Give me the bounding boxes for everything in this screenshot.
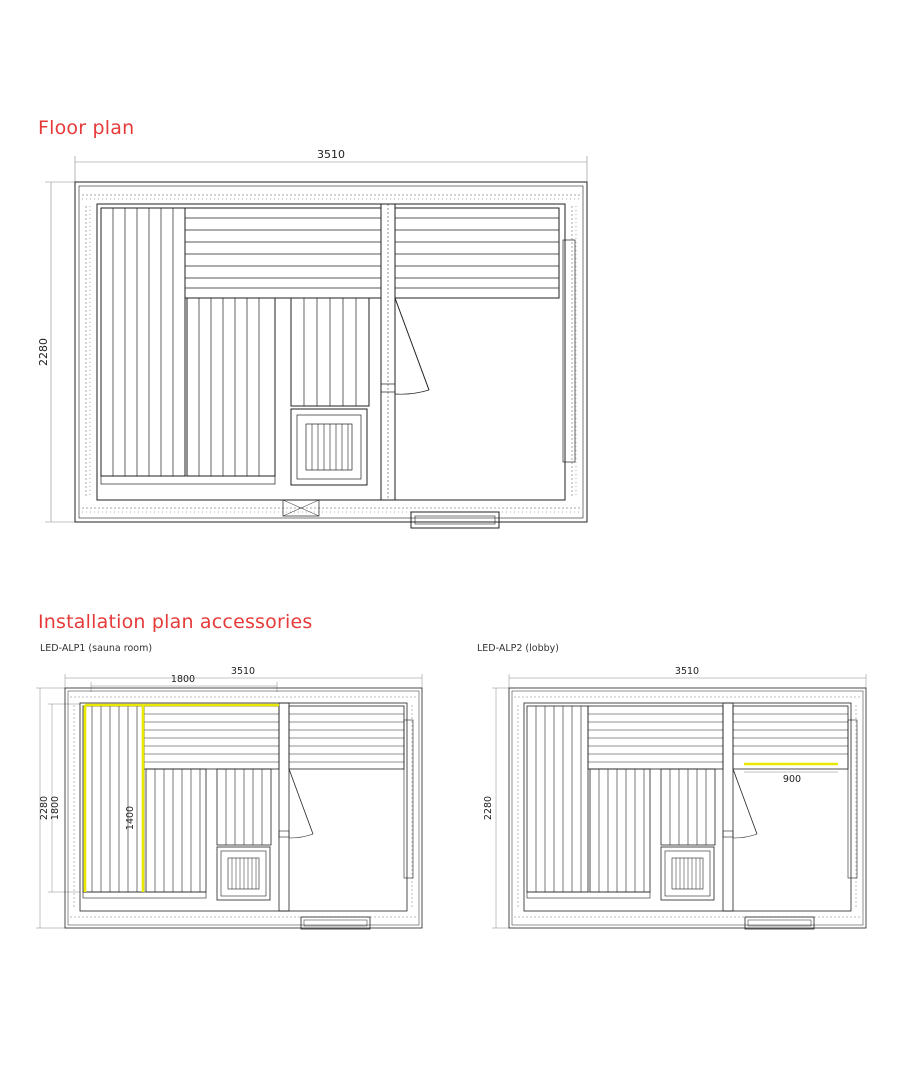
alp1-width-label: 3510 <box>230 666 256 677</box>
alp1-dimensions <box>36 674 422 928</box>
floor-plan-heading: Floor plan <box>38 117 135 139</box>
floor-left-bench-slats <box>113 208 173 476</box>
floor-plan-drawing <box>37 148 587 528</box>
floor-heater <box>291 409 367 485</box>
alp1-height-label: 2280 <box>39 795 50 821</box>
floor-lobby-bench-slats <box>395 218 559 288</box>
floor-entrance-door <box>411 512 499 528</box>
alp1-led-vertical-label: 1800 <box>50 795 61 821</box>
floor-top-bench <box>185 208 381 298</box>
alp2-caption: LED-ALP2 (lobby) <box>477 643 559 654</box>
alp2-top-bench <box>588 706 723 769</box>
floor-outer-wall <box>75 182 587 522</box>
floor-step <box>101 476 275 484</box>
alp1-entrance-door <box>301 917 370 929</box>
alp2-plan-drawing <box>483 666 866 929</box>
floor-small-bench-slats <box>304 298 356 406</box>
alp1-heater <box>217 847 270 900</box>
floor-heater-grille <box>312 424 348 470</box>
alp1-led-horizontal-label: 1800 <box>170 674 196 685</box>
floor-lobby-bench <box>395 208 559 298</box>
alp1-top-bench <box>144 706 279 769</box>
alp2-led-label: 900 <box>782 774 802 785</box>
alp2-height-label: 2280 <box>483 795 494 821</box>
alp2-lobby-bench <box>733 706 848 769</box>
floor-outer-wall-inner <box>79 186 583 518</box>
alp1-lobby-bench <box>289 706 404 769</box>
alp1-plan-drawing <box>36 666 422 929</box>
alp1-partition-wall <box>279 703 289 911</box>
floor-width-label: 3510 <box>317 148 345 161</box>
alp2-partition-wall <box>723 703 733 911</box>
alp2-width-label: 3510 <box>674 666 700 677</box>
floor-top-bench-slats <box>185 218 381 288</box>
floor-lower-bench-slats <box>199 298 259 476</box>
installation-plan-heading: Installation plan accessories <box>38 611 313 633</box>
alp1-caption: LED-ALP1 (sauna room) <box>40 643 153 654</box>
floor-wall-insulation <box>82 195 580 512</box>
alp1-led-bench-label: 1400 <box>125 805 136 831</box>
floor-inner-wall <box>97 204 565 500</box>
floor-height-label: 2280 <box>37 338 50 366</box>
alp2-heater <box>661 847 714 900</box>
alp2-entrance-door <box>745 917 814 929</box>
floor-left-bench <box>101 208 185 476</box>
floor-lower-bench <box>187 298 275 476</box>
